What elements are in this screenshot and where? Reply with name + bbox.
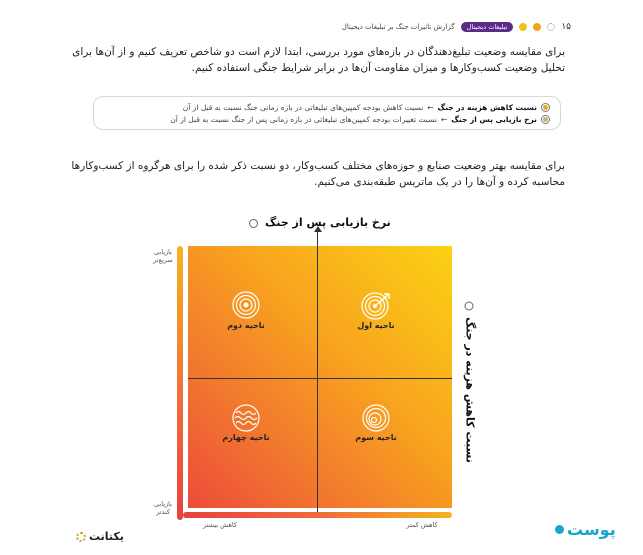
quadrant-three	[336, 404, 416, 442]
poost-logo	[555, 520, 616, 539]
y-bottom-label: بازیابی کندتر	[154, 500, 172, 516]
definition-title: نسبت کاهش هزینه در جنگ	[437, 102, 537, 112]
sun-icon	[465, 301, 474, 310]
gear-icon	[547, 23, 555, 31]
arrow-icon: ←	[427, 102, 434, 112]
quadrant-label: ناحیه چهارم	[222, 433, 270, 442]
y-axis-title-text: نرخ بازیابی پس از جنگ	[265, 216, 391, 229]
yellow-dot-icon	[519, 23, 527, 31]
arrow-icon: ←	[440, 114, 448, 124]
snail-icon	[249, 219, 258, 228]
y-axis-line	[317, 230, 318, 512]
quadrant-label: ناحیه اول	[357, 321, 395, 330]
quadrant-four	[206, 404, 286, 442]
gear-icon	[76, 532, 86, 542]
x-right-label: کاهش کمتر	[406, 521, 438, 529]
definition-text: نسبت کاهش بودجه کمپین‌های تبلیغاتی در بازه زمانی جنگ نسبت به قبل از آن	[182, 102, 424, 112]
page-header	[70, 20, 571, 34]
quadrant-two	[206, 290, 286, 330]
x-scale-bar	[183, 512, 452, 518]
y-top-label: بازیابی سریع‌تر	[153, 248, 173, 264]
quadrant-label: ناحیه سوم	[355, 433, 397, 442]
definitions-box	[93, 96, 561, 130]
definition-text: نسبت تغییرات بودجه کمپین‌های تبلیغاتی در بازه زمانی پس از جنگ نسبت به قبل از آن	[170, 114, 437, 124]
target-arrow-icon	[360, 290, 392, 320]
definition-row	[104, 113, 550, 125]
x-axis-title	[464, 291, 477, 471]
spiral-icon	[361, 404, 391, 432]
sun-icon	[541, 103, 550, 112]
quadrant-label: ناحیه دوم	[227, 321, 265, 330]
x-axis-title-text: نسبت کاهش هزینه در جنگ	[463, 316, 477, 463]
page-number: ۱۵	[561, 22, 571, 32]
report-title: گزارش تاثیرات جنگ بر تبلیغات دیجیتال	[341, 23, 455, 31]
matrix-paragraph: برای مقایسه بهتر وضعیت صنایع و حوزه‌های مختلف کسب‌وکار، دو نسبت ذکر شده را برای هرگروه از کسب‌وکارها محاسبه کرده و آن‌ها را در یک ماتریس طبقه‌بندی می‌کنیم.	[71, 160, 565, 188]
waves-icon	[231, 404, 261, 432]
arrow-up-icon	[314, 226, 322, 232]
matrix-plot-area	[188, 246, 452, 508]
poost-logo-text: پوست	[567, 520, 616, 539]
definition-title: نرخ بازیابی پس از جنگ	[451, 114, 537, 124]
yektanet-logo-text: یکتانت	[89, 530, 124, 543]
logo-dot-icon	[555, 525, 564, 534]
y-scale-bar	[177, 246, 183, 520]
x-axis-line	[188, 378, 452, 379]
section-badge: تبلیغات دیجیتال	[461, 22, 514, 32]
quadrant-one	[336, 290, 416, 330]
definition-row	[104, 101, 550, 113]
x-left-label: کاهش بیشتر	[203, 521, 237, 529]
yellow-dot-icon	[533, 23, 541, 31]
yektanet-logo	[76, 530, 124, 543]
intro-paragraph: برای مقایسه وضعیت تبلیغ‌دهندگان در بازه‌های مورد بررسی، ابتدا لازم است دو شاخص تعریف کنیم و از آن‌ها برای تحلیل وضعیت کسب‌وکارها و میزان مقاومت آن‌ها در برابر شرایط جنگی استفاده کنیم.	[72, 46, 565, 74]
snail-icon	[541, 115, 550, 124]
target-icon	[231, 290, 261, 320]
